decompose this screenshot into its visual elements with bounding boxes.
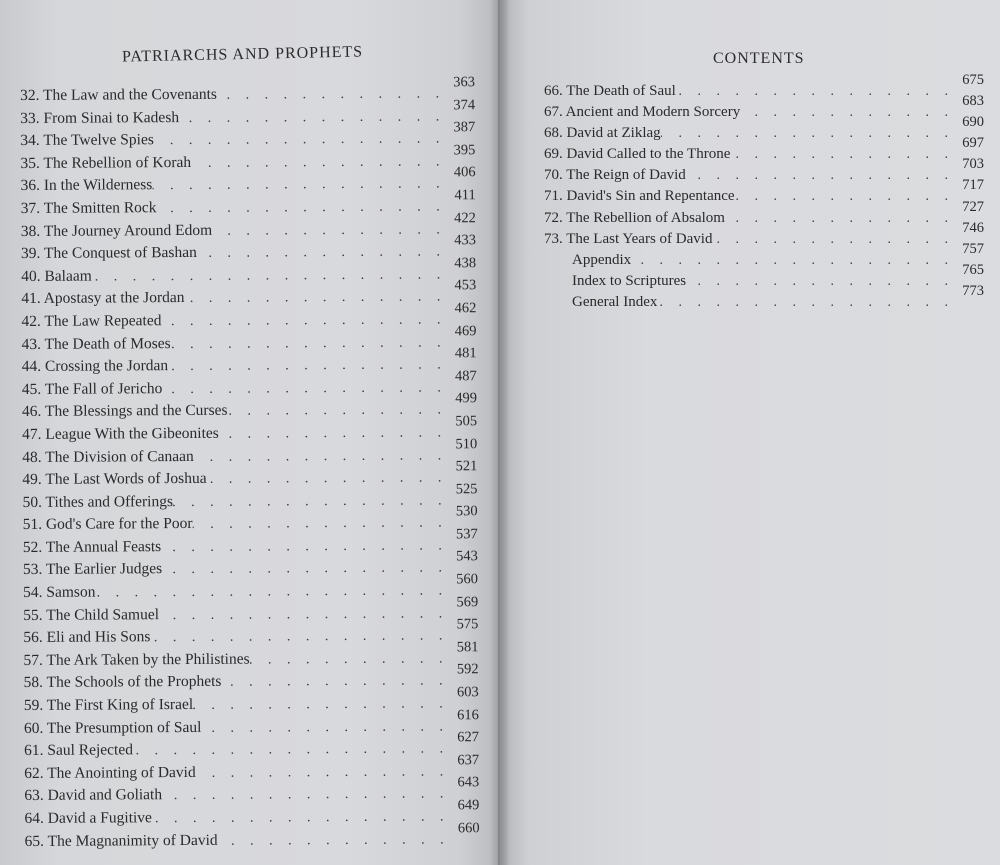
dot-leader — [192, 513, 447, 536]
toc-entry — [24, 797, 480, 830]
entry-title: 40. Balaam — [21, 267, 92, 285]
toc-entry — [21, 322, 477, 356]
toc-entry — [20, 142, 476, 175]
dot-leader — [740, 103, 954, 123]
entry-title: 60. The Presumption of Saul — [23, 718, 202, 737]
running-head-left: PATRIARCHS AND PROPHETS — [121, 43, 364, 66]
page-number: 525 — [455, 480, 478, 498]
entry-title: 73. The Last Years of David — [544, 230, 713, 247]
page-number: 406 — [453, 164, 476, 181]
toc-entry — [23, 639, 479, 672]
toc-entry — [544, 114, 984, 144]
running-head-right: CONTENTS — [713, 50, 805, 67]
toc-entry — [20, 232, 477, 265]
page-number: 703 — [962, 156, 984, 173]
dot-leader — [712, 230, 954, 250]
toc-entry — [544, 72, 984, 102]
toc-entry — [544, 282, 984, 313]
dot-leader — [150, 626, 448, 649]
toc-entry — [21, 390, 477, 424]
page-number: 499 — [455, 390, 477, 407]
dot-leader — [735, 187, 954, 207]
entry-title: 69. David Called to the Throne — [544, 146, 731, 163]
dot-leader — [133, 739, 449, 763]
entry-title: 48. The Division of Canaan — [22, 447, 194, 466]
page-number: 727 — [962, 198, 984, 215]
entry-title: 50. Tithes and Offerings — [22, 492, 174, 511]
page-number: 637 — [457, 752, 480, 769]
entry-title: 43. The Death of Moses — [21, 334, 171, 353]
dot-leader — [162, 558, 448, 581]
entry-title: Index to Scriptures — [572, 272, 687, 289]
toc-entry — [544, 156, 984, 186]
toc-entry — [22, 435, 478, 469]
book-gutter — [490, 0, 510, 865]
toc-entry — [544, 219, 984, 250]
dot-leader — [725, 209, 954, 229]
dot-leader — [197, 242, 446, 265]
page-number: 757 — [962, 240, 984, 257]
dot-leader — [194, 445, 448, 468]
entry-title: 36. In the Wilderness — [20, 176, 153, 195]
page-number: 521 — [455, 458, 478, 475]
toc-entry — [22, 503, 478, 536]
entry-title: Appendix — [572, 251, 632, 268]
page-number: 717 — [962, 177, 984, 194]
entry-title: 52. The Annual Feasts — [22, 538, 162, 556]
entry-title: 47. League With the Gibeonites — [22, 424, 219, 443]
toc-entry — [21, 277, 477, 311]
entry-title: 45. The Fall of Jericho — [21, 379, 163, 398]
page-number: 560 — [456, 571, 479, 588]
toc-entry — [20, 209, 476, 243]
toc-entry — [22, 548, 478, 582]
page-number: 433 — [454, 232, 477, 249]
page-number: 575 — [456, 616, 479, 633]
page-number: 773 — [962, 282, 984, 299]
dot-leader — [193, 693, 449, 716]
page-number: 765 — [962, 261, 984, 278]
dot-leader — [221, 671, 448, 694]
page-number: 690 — [962, 114, 984, 131]
dot-leader — [227, 400, 447, 423]
toc-entry — [21, 345, 477, 378]
page-number: 505 — [455, 413, 478, 430]
entry-title: 32. The Law and the Covenants — [20, 85, 217, 104]
dot-leader — [92, 264, 447, 288]
page-number: 746 — [962, 219, 984, 236]
toc-entry — [24, 774, 480, 808]
entry-title: 37. The Smitten Rock — [20, 199, 157, 217]
dot-leader — [676, 82, 954, 102]
toc-entry — [22, 458, 478, 491]
page-number: 530 — [455, 503, 478, 520]
page-number: 487 — [454, 367, 477, 385]
dot-leader — [250, 648, 449, 671]
entry-title: 34. The Twelve Spies — [20, 131, 154, 150]
page-number: 603 — [456, 684, 479, 701]
left-page — [0, 0, 498, 865]
dot-leader — [162, 784, 449, 807]
toc-entry — [20, 96, 476, 130]
dot-leader — [661, 124, 954, 144]
dot-leader — [154, 129, 446, 152]
toc-entry — [23, 616, 479, 649]
entry-title: 61. Saul Rejected — [24, 741, 134, 760]
dot-leader — [631, 251, 954, 271]
entry-title: 58. The Schools of the Prophets — [23, 673, 222, 692]
dot-leader — [184, 287, 446, 310]
entry-title: 71. David's Sin and Repentance — [544, 188, 735, 205]
dot-leader — [161, 535, 448, 558]
page-number: 616 — [457, 706, 479, 723]
dot-leader — [217, 83, 445, 106]
page-number: 592 — [456, 661, 479, 678]
page-number: 543 — [456, 548, 478, 565]
toc-entry — [23, 571, 479, 604]
entry-title: 53. The Earlier Judges — [22, 560, 163, 579]
dot-leader — [159, 603, 448, 626]
toc-entry — [23, 661, 479, 695]
toc-list-right — [544, 72, 984, 313]
entry-title: 68. David at Ziklag — [544, 125, 661, 142]
dot-leader — [657, 293, 954, 313]
toc-entry — [20, 119, 476, 152]
toc-entry — [23, 684, 479, 717]
entry-title: 51. God's Care for the Poor — [22, 515, 193, 534]
entry-title: 54. Samson — [23, 583, 96, 602]
toc-entry — [544, 261, 984, 292]
page-number: 660 — [457, 819, 480, 836]
entry-title: 35. The Rebellion of Korah — [20, 153, 192, 172]
toc-entry — [21, 254, 477, 288]
entry-title: 62. The Anointing of David — [24, 763, 196, 782]
toc-entry — [544, 198, 984, 229]
toc-entry — [20, 164, 476, 198]
right-page — [500, 0, 1000, 865]
entry-title: 55. The Child Samuel — [23, 605, 160, 624]
dot-leader — [156, 196, 445, 219]
toc-entry — [544, 240, 984, 271]
entry-title: 49. The Last Words of Joshua — [22, 469, 207, 489]
toc-entry — [22, 413, 478, 446]
dot-leader — [218, 829, 450, 852]
page-number: 481 — [454, 345, 477, 362]
page-number: 469 — [454, 322, 477, 339]
dot-leader — [95, 580, 448, 604]
dot-leader — [152, 174, 445, 197]
entry-title: 66. The Death of Saul — [544, 83, 676, 99]
toc-entry — [544, 93, 984, 123]
entry-title: 39. The Conquest of Bashan — [20, 244, 197, 263]
toc-entry — [21, 300, 477, 333]
toc-entry — [23, 593, 479, 627]
page-number: 363 — [453, 74, 476, 91]
entry-title: 57. The Ark Taken by the Philistines — [23, 650, 250, 669]
page-number: 395 — [453, 142, 476, 159]
entry-title: 65. The Magnanimity of David — [24, 831, 218, 850]
toc-entry — [21, 367, 477, 401]
toc-entry — [24, 729, 480, 762]
page-number: 643 — [457, 774, 480, 791]
page-number: 697 — [962, 135, 984, 152]
page-number: 510 — [455, 435, 478, 452]
page-number: 438 — [454, 254, 477, 272]
dot-leader — [191, 151, 446, 174]
entry-title: 72. The Rebellion of Absalom — [544, 209, 725, 226]
toc-entry — [20, 74, 476, 107]
toc-entry — [23, 706, 479, 740]
entry-title: 64. David a Fugitive — [24, 809, 152, 827]
entry-title: General Index — [572, 293, 658, 310]
page-number: 569 — [456, 593, 479, 610]
dot-leader — [196, 761, 450, 784]
page-number: 649 — [457, 797, 480, 814]
toc-entry — [544, 177, 984, 207]
dot-leader — [173, 490, 448, 513]
page-number: 581 — [456, 639, 479, 656]
page-number: 422 — [454, 209, 476, 226]
dot-leader — [207, 467, 448, 490]
toc-entry — [24, 819, 480, 853]
entry-title: 38. The Journey Around Edom — [20, 221, 213, 240]
dot-leader — [730, 145, 954, 165]
page-number: 462 — [454, 300, 477, 317]
page-number: 387 — [453, 119, 476, 136]
entry-title: 67. Ancient and Modern Sorcery — [544, 104, 741, 121]
dot-leader — [152, 806, 450, 829]
entry-title: 42. The Law Repeated — [21, 312, 162, 330]
dot-leader — [219, 422, 447, 445]
dot-leader — [686, 166, 954, 186]
toc-entry — [22, 526, 478, 559]
dot-leader — [179, 106, 445, 129]
page-number: 411 — [454, 187, 476, 204]
dot-leader — [686, 272, 954, 292]
page-number: 683 — [962, 93, 984, 110]
dot-leader — [168, 355, 447, 378]
dot-leader — [201, 716, 449, 739]
entry-title: 46. The Blessings and the Curses — [21, 402, 228, 421]
page-number: 537 — [455, 526, 478, 543]
page-number: 675 — [962, 72, 984, 88]
entry-title: 44. Crossing the Jordan — [21, 357, 169, 376]
entry-title: 41. Apostasy at the Jordan — [21, 289, 185, 308]
dot-leader — [171, 332, 447, 355]
entry-title: 70. The Reign of David — [544, 167, 686, 184]
toc-entry — [24, 752, 480, 785]
toc-entry — [544, 135, 984, 165]
toc-entry — [20, 187, 476, 220]
page-number: 627 — [457, 729, 480, 746]
dot-leader — [162, 377, 447, 400]
entry-title: 59. The First King of Israel — [23, 695, 194, 715]
dot-leader — [161, 309, 446, 332]
toc-entry — [22, 480, 478, 514]
entry-title: 63. David and Goliath — [24, 786, 163, 805]
entry-title: 33. From Sinai to Kadesh — [20, 108, 180, 127]
page-number: 374 — [453, 96, 476, 113]
entry-title: 56. Eli and His Sons — [23, 628, 151, 647]
dot-leader — [212, 219, 446, 242]
toc-list-left — [20, 74, 480, 853]
page-number: 453 — [454, 277, 477, 294]
